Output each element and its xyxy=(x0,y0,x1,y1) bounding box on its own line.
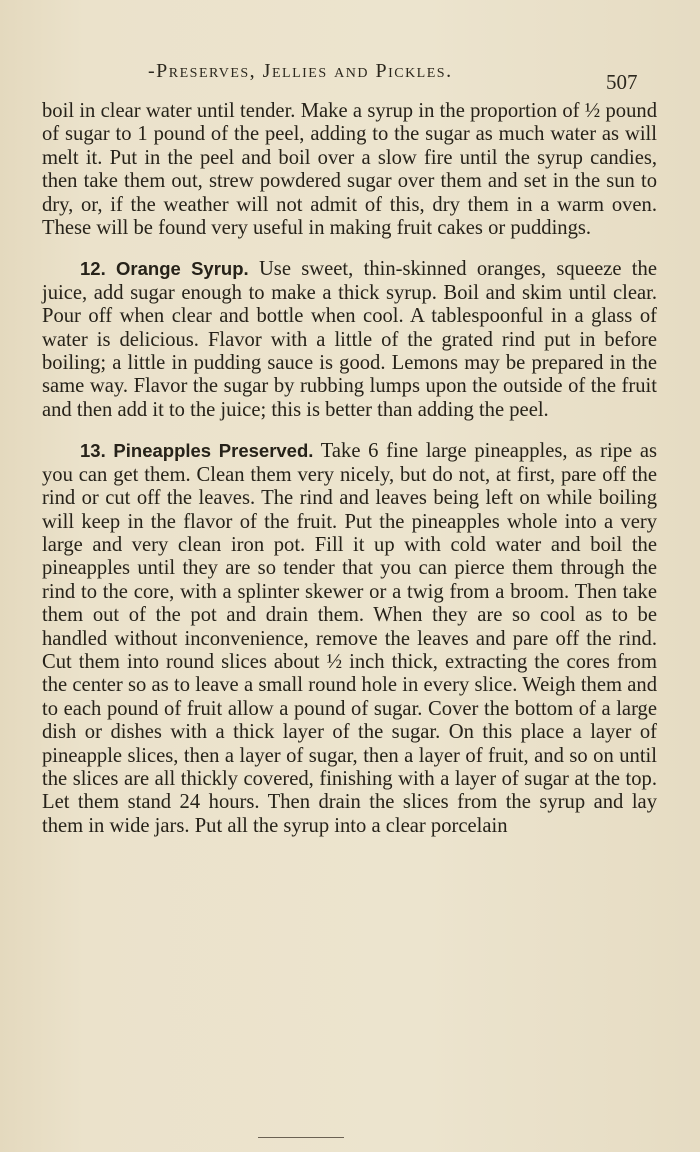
recipe-pineapples-preserved xyxy=(42,439,657,838)
recipe-title: Pineapples Preserved. xyxy=(113,440,314,462)
page-header xyxy=(0,58,700,98)
page-number: 507 xyxy=(606,70,638,94)
recipe-title: Orange Syrup. xyxy=(116,258,249,280)
recipe-text: Use sweet, thin-skinned oranges, squeeze the juice, add sugar enough to make a thick syrup. Boil and skim until clear. Pour off when clear and bottle when cool. A tablespoonful in a glass of water is delicious. Flavor with a little of the grated rind put in before boiling; a little in pudding sauce is good. Lemons may be prepared in the same way. Flavor the sugar by rubbing lumps upon the outside of the fruit and then add it to the juice; this is better than adding the peel. xyxy=(42,258,657,421)
recipe-orange-syrup xyxy=(42,257,657,422)
running-head: -Preserves, Jellies and Pickles. xyxy=(148,60,453,82)
footer-rule xyxy=(258,1137,344,1138)
continued-paragraph: boil in clear water until tender. Make a syrup in the proportion of ½ pound of sugar to 1 pound of the peel, adding to the sugar as much water as will melt it. Put in the peel and boil over a slow fire until the syrup candies, then take them out, strew powdered sugar over them and set in the sun to dry, or, if the weather will not admit of this, dry them in a warm oven. These will be found very useful in making fruit cakes or puddings. xyxy=(42,100,657,240)
page-body xyxy=(42,100,657,838)
recipe-text: Take 6 fine large pineapples, as ripe as you can get them. Clean them very nicely, but do not, at first, pare off the rind or cut off the leaves. The rind and leaves being left on while boiling will keep in the flavor of the fruit. Put the pineapples whole into a very large and very clean iron pot. Fill it up with cold water and boil the pineapples until they are so tender that you can pierce them through the rind to the core, with a splinter skewer or a twig from a broom. Then take them out of the pot and drain them. When they are so cool as to be handled without inconvenience, remove the leaves and pare off the rind. Cut them into round slices about ½ inch thick, extracting the cores from the center so as to leave a small round hole in every slice. Weigh them and to each pound of fruit allow a pound of sugar. Cover the bottom of a large dish or dishes with a thick layer of the sugar. On this place a layer of pineapple slices, then a layer of sugar, then a layer of fruit, and so on until the slices are all thickly covered, finishing with a layer of sugar at the top. Let them stand 24 hours. Then drain the slices from the syrup and lay them in wide jars. Put all the syrup into a clear porcelain xyxy=(42,440,657,837)
recipe-number: 12. xyxy=(80,258,106,280)
recipe-number: 13. xyxy=(80,440,106,462)
